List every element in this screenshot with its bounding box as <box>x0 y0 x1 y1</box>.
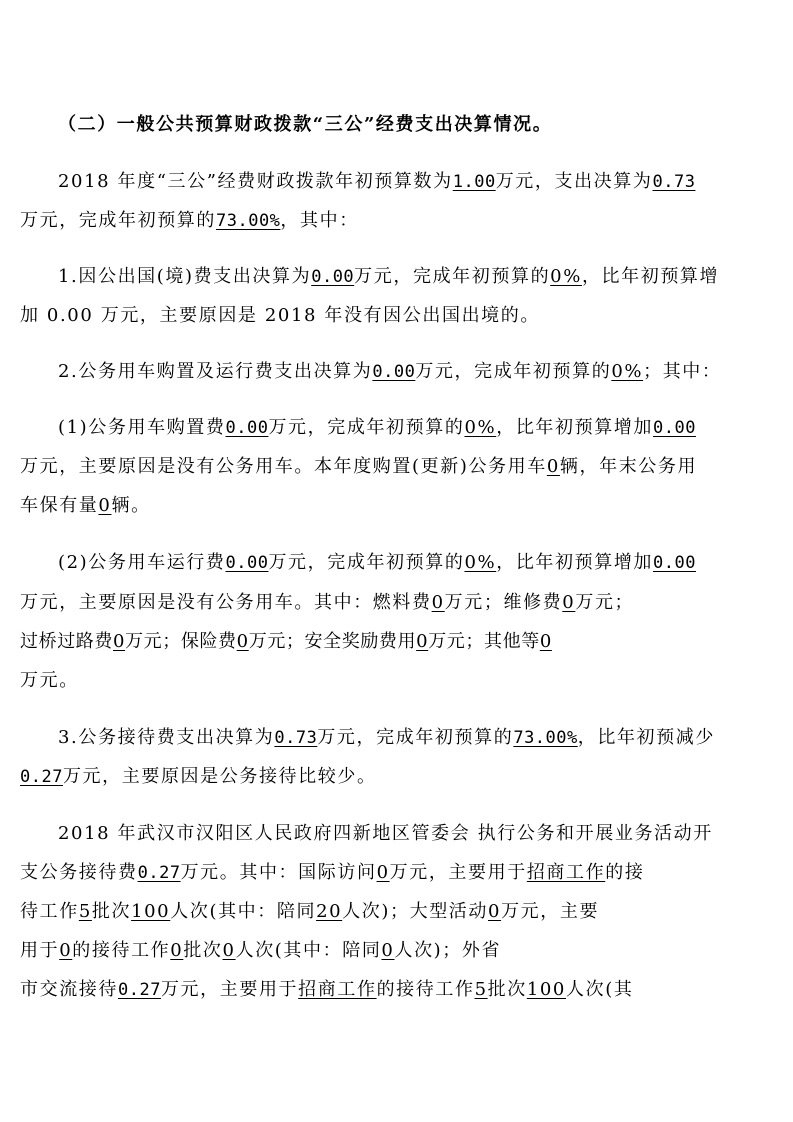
value: 0.00 <box>225 553 269 573</box>
value: 0.00 <box>311 267 355 287</box>
value: 0.00 <box>372 362 416 382</box>
text: 万元，完成年初预算的 <box>354 266 551 287</box>
text: 万元，完成年初预算的 <box>268 552 465 573</box>
value: 0 <box>381 940 395 961</box>
text: 万元；保险费 <box>125 631 237 652</box>
p2-line1 <box>58 265 719 289</box>
text: 人次(其 <box>566 979 634 1000</box>
text: 3.公务接待费支出决算为 <box>58 727 275 748</box>
text: 车保有量 <box>20 495 99 516</box>
text: 万元；维修费 <box>444 592 563 613</box>
p4-line3 <box>20 494 151 518</box>
p5-line3 <box>20 630 552 654</box>
text: 的接待工作 <box>376 979 475 1000</box>
text: 万元； <box>575 592 635 613</box>
value: 0.27 <box>137 863 181 883</box>
value: 5 <box>78 901 92 922</box>
text: 辆。 <box>111 495 151 516</box>
text: 批次 <box>91 901 132 922</box>
text: 万元，主要用于 <box>389 862 527 883</box>
p5-line1 <box>58 551 696 575</box>
text: 人次)；外省 <box>394 940 502 961</box>
toll-value: 0 <box>113 631 126 652</box>
text: (1)公务用车购置费 <box>58 417 226 438</box>
p4-line1 <box>58 416 696 440</box>
p6-line2 <box>20 765 377 789</box>
text: 批次 <box>183 940 223 961</box>
value: 0 <box>98 495 112 516</box>
text: 万元，完成年初预算的 <box>20 210 216 231</box>
value: 100 <box>526 979 566 1000</box>
percent: 0% <box>464 417 497 438</box>
heading-text: （二）一般公共预算财政拨款“三公”经费支出决算情况。 <box>58 114 553 135</box>
value: 招商工作 <box>526 862 606 883</box>
value: 0.27 <box>20 767 63 787</box>
text: 2018 年武汉市汉阳区人民政府四新地区管委会 执行公务和开展业务活动开 <box>58 823 713 844</box>
text: ，其中： <box>280 210 359 231</box>
insurance-value: 0 <box>236 631 249 652</box>
value: 100 <box>131 901 171 922</box>
value: 招商工作 <box>298 979 377 1000</box>
value: 20 <box>316 901 343 922</box>
value: 5 <box>474 979 488 1000</box>
text: 万元。其中：国际访问 <box>180 862 377 883</box>
p7-line3 <box>20 900 599 924</box>
value: 0.73 <box>274 728 318 748</box>
text: 2.公务用车购置及运行费支出决算为 <box>58 361 373 382</box>
p5-line4 <box>20 669 79 693</box>
value: 0.00 <box>653 418 696 438</box>
text: 万元，主要原因是没有公务用车。本年度购置(更新)公务用车 <box>20 456 547 477</box>
value: 0.00 <box>653 553 696 573</box>
percent: 0% <box>550 266 582 287</box>
text: 万元，主要原因是公务接待比较少。 <box>62 766 377 787</box>
p7-line4 <box>20 939 501 963</box>
p5-line2 <box>20 591 634 615</box>
text: 万元，完成年初预算的 <box>268 417 465 438</box>
text: 待工作 <box>20 901 79 922</box>
budget-value: 1.00 <box>452 172 496 192</box>
value: 0 <box>222 940 236 961</box>
text: 市交流接待 <box>20 979 118 1000</box>
text: 2018 年度“三公”经费财政拨款年初预算数为 <box>58 171 453 192</box>
text: 支公务接待费 <box>20 862 138 883</box>
p4-line2 <box>20 455 697 479</box>
p7-line2 <box>20 861 644 885</box>
text: 的接 <box>605 862 645 883</box>
value: 0 <box>170 940 184 961</box>
p7-line1 <box>58 822 713 846</box>
text: ，比年初预算增加 <box>496 417 654 438</box>
p3-line1 <box>58 360 722 384</box>
value: 0 <box>376 862 390 883</box>
p6-line1 <box>58 726 715 750</box>
text: 过桥过路费 <box>20 631 113 652</box>
value: 0 <box>546 456 560 477</box>
percent: 0% <box>464 552 497 573</box>
text: 万元，主要 <box>501 901 600 922</box>
text: 万元，完成年初预算的 <box>317 727 514 748</box>
fuel-value: 0 <box>431 592 445 613</box>
text: ，比年初预减少 <box>577 727 715 748</box>
other-value: 0 <box>539 631 552 652</box>
value: 0.00 <box>225 418 269 438</box>
p1-line1 <box>58 170 695 194</box>
section-heading <box>58 113 552 137</box>
text: 人次(其中：陪同 <box>170 901 317 922</box>
text: ；其中： <box>643 361 722 382</box>
text: 万元，主要用于 <box>160 979 299 1000</box>
text: 人次(其中：陪同 <box>235 940 382 961</box>
text: (2)公务用车运行费 <box>58 552 226 573</box>
value: 0 <box>488 901 502 922</box>
safety-value: 0 <box>416 631 429 652</box>
text: 用于 <box>20 940 60 961</box>
percent: 73.00% <box>513 728 578 748</box>
text: 万元。 <box>20 670 79 691</box>
text: 万元，主要原因是没有公务用车。其中：燃料费 <box>20 592 432 613</box>
text: 万元，完成年初预算的 <box>415 361 612 382</box>
text: 加 0.00 万元，主要原因是 2018 年没有因公出国出境的。 <box>20 305 540 326</box>
text: ，比年初预算增 <box>581 266 720 287</box>
text: 1.因公出国(境)费支出决算为 <box>58 266 312 287</box>
actual-value: 0.73 <box>652 172 696 192</box>
p7-line5 <box>20 978 633 1002</box>
text: ，比年初预算增加 <box>496 552 654 573</box>
percent: 0% <box>611 361 644 382</box>
text: 万元；其他等 <box>428 631 540 652</box>
text: 批次 <box>487 979 527 1000</box>
text: 的接待工作 <box>72 940 171 961</box>
text: 人次)；大型活动 <box>342 901 489 922</box>
p2-line2 <box>20 304 540 328</box>
p1-line2 <box>20 209 359 233</box>
value: 0 <box>59 940 73 961</box>
value: 0.27 <box>118 980 161 1000</box>
repair-value: 0 <box>562 592 576 613</box>
text: 万元；安全奖励费用 <box>248 631 417 652</box>
completion-percent: 73.00% <box>216 211 281 231</box>
text: 辆，年末公务用 <box>559 456 698 477</box>
text: 万元，支出决算为 <box>495 171 653 192</box>
